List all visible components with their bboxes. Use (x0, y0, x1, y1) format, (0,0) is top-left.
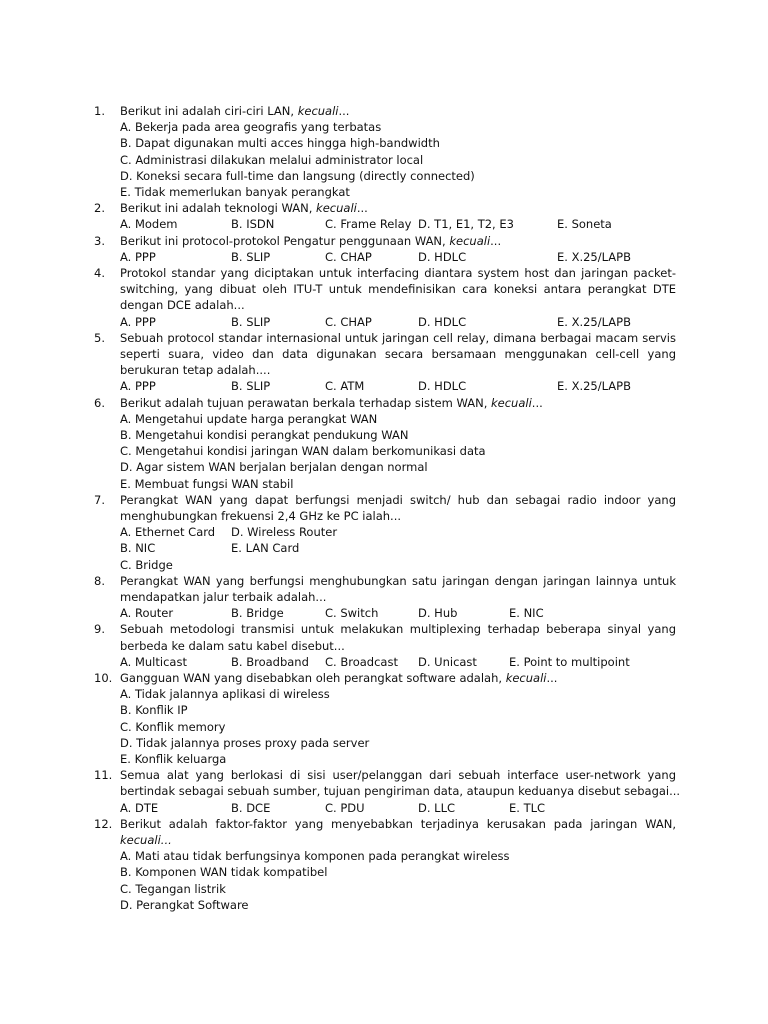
question-number: 4. (94, 266, 105, 280)
answer-option: B. ISDN (231, 217, 275, 232)
question-tail: ... (531, 395, 543, 410)
answer-option: A. Bekerja pada area geografis yang terbatas (120, 120, 382, 135)
question-number: 3. (94, 233, 105, 248)
question-number: 12. (94, 816, 113, 831)
answer-option: C. Frame Relay (325, 217, 412, 232)
question-emphasis: kecuali (449, 233, 491, 248)
question-text-segment: menghubungkan frekuensi 2,4 GHz ke PC ialah... (120, 508, 402, 523)
question-text-segment: Protokol standar yang diciptakan untuk interfacing diantara system host dan jaringan packet- (120, 266, 676, 280)
answer-option: B. Dapat digunakan multi acces hingga high-bandwidth (120, 136, 440, 151)
question-12 (94, 816, 676, 913)
answer-option: C. Bridge (120, 557, 173, 572)
answer-option: D. Wireless Router (231, 525, 338, 540)
question-6 (94, 395, 676, 492)
answer-option: D. HDLC (418, 249, 467, 264)
question-text-segment: switching, yang dibuat oleh ITU-T untuk mendefinisikan cara koneksi antara perangkat DTE (120, 282, 676, 297)
question-emphasis: kecuali (316, 201, 357, 216)
answer-option: A. DTE (120, 800, 159, 815)
answer-option: B. Komponen WAN tidak kompatibel (120, 865, 328, 880)
question-number: 9. (94, 622, 105, 637)
question-text (94, 233, 676, 249)
question-number: 8. (94, 573, 105, 588)
question-text-line (94, 297, 676, 313)
question-text-segment: Sebuah metodologi transmisi untuk melakukan multiplexing terhadap beberapa sinyal yang (120, 622, 676, 637)
question-stem: Berikut adalah tujuan perawatan berkala terhadap sistem WAN, (120, 395, 491, 410)
answer-option: C. CHAP (325, 249, 372, 264)
answer-option: B. Bridge (231, 606, 284, 621)
question-number: 5. (94, 330, 105, 345)
answer-option: A. PPP (120, 379, 156, 394)
answer-option: D. HDLC (418, 314, 467, 329)
question-text-line (94, 573, 676, 589)
answer-option: D. Koneksi secara full-time dan langsung (directly connected) (120, 168, 475, 183)
question-text-line (94, 508, 676, 524)
answer-option: D. Hub (418, 606, 458, 621)
answer-option: B. SLIP (231, 249, 271, 264)
question-text-line (94, 346, 676, 362)
answer-option: A. PPP (120, 314, 156, 329)
question-stem: Gangguan WAN yang disebabkan oleh perangkat software adalah, (120, 671, 506, 685)
question-number: 10. (94, 671, 113, 685)
answer-option: C. Broadcast (325, 654, 398, 669)
question-text-segment: berukuran tetap adalah.... (120, 363, 271, 378)
answer-option: C. PDU (325, 800, 365, 815)
question-tail: ... (356, 201, 368, 216)
question-3 (94, 233, 676, 265)
answer-option: E. Konflik keluarga (120, 751, 227, 766)
question-text-line (94, 281, 676, 297)
question-text-line (94, 767, 676, 783)
answer-options-row (94, 557, 676, 573)
answer-option: B. SLIP (231, 314, 271, 329)
question-text-line (94, 589, 676, 605)
answer-options-row (94, 249, 676, 265)
question-text-line (94, 492, 676, 508)
answer-option: A. Mati atau tidak berfungsinya komponen pada perangkat wireless (120, 849, 510, 864)
answer-options-row (94, 378, 676, 394)
answer-option: C. ATM (325, 379, 365, 394)
question-11 (94, 767, 681, 816)
question-number: 1. (94, 104, 105, 118)
question-text (94, 103, 676, 119)
question-text-line (94, 832, 676, 848)
answer-options-row (94, 800, 676, 816)
question-text (94, 200, 676, 216)
question-8 (94, 573, 676, 622)
answer-options-row (94, 314, 676, 330)
question-4 (94, 265, 676, 330)
answer-option: A. PPP (120, 249, 156, 264)
answer-option: D. Agar sistem WAN berjalan berjalan dengan normal (120, 460, 428, 475)
answer-option: C. Administrasi dilakukan melalui administrator local (120, 152, 424, 167)
question-text-line (94, 638, 676, 654)
answer-option: D. HDLC (418, 379, 467, 394)
question-text-line (94, 816, 676, 832)
question-text-segment: Berikut adalah faktor-faktor yang menyebabkan terjadinya kerusakan pada jaringan WAN, (120, 816, 676, 831)
question-text-line (94, 362, 676, 378)
answer-options-row (94, 540, 676, 556)
answer-option: C. Tegangan listrik (120, 881, 226, 896)
answer-option: A. Ethernet Card (120, 525, 216, 540)
question-7 (94, 492, 676, 573)
question-tail: ... (546, 671, 558, 685)
answer-option: B. Konflik IP (120, 703, 188, 718)
answer-option: E. Tidak memerlukan banyak perangkat (120, 184, 350, 199)
question-tail: ... (490, 233, 502, 248)
question-text (94, 670, 676, 686)
question-9 (94, 621, 676, 670)
answer-option: B. NIC (120, 541, 156, 556)
question-number: 6. (94, 395, 105, 410)
question-text-segment: Semua alat yang berlokasi di sisi user/pelanggan dari sebuah interface user-network yang (120, 768, 676, 783)
question-text (94, 395, 676, 411)
question-text-line (94, 330, 676, 346)
question-emphasis: kecuali... (120, 832, 172, 847)
question-emphasis: kecuali (297, 104, 339, 118)
answer-option: E. X.25/LAPB (557, 249, 631, 264)
answer-option: D. Tidak jalannya proses proxy pada server (120, 735, 370, 750)
answer-option: A. Modem (120, 217, 178, 232)
answer-option: A. Multicast (120, 654, 187, 669)
answer-options-row (94, 524, 676, 540)
answer-option: B. DCE (231, 800, 271, 815)
answer-option: E. Soneta (557, 217, 612, 232)
answer-options-row (94, 216, 676, 232)
question-emphasis: kecuali (505, 671, 547, 685)
question-2 (94, 200, 676, 232)
question-text-segment: dengan DCE adalah... (120, 298, 245, 313)
answer-option: C. CHAP (325, 314, 372, 329)
answer-option: C. Mengetahui kondisi jaringan WAN dalam berkomunikasi data (120, 444, 486, 459)
question-1 (94, 103, 676, 200)
answer-option: E. X.25/LAPB (557, 314, 631, 329)
answer-option: D. Perangkat Software (120, 897, 249, 912)
question-emphasis: kecuali (491, 395, 532, 410)
answer-option: E. NIC (509, 606, 544, 621)
answer-option: B. Broadband (231, 654, 309, 669)
question-text-line (94, 783, 681, 799)
question-text-line (94, 265, 676, 281)
answer-option: B. SLIP (231, 379, 271, 394)
answer-option: A. Router (120, 606, 174, 621)
answer-options-row (94, 654, 676, 670)
question-text-segment: bertindak sebagai sebuah sumber, tujuan pengiriman data, ataupun keduanya disebut sebagai... (120, 784, 681, 799)
question-text-segment: mendapatkan jalur terbaik adalah... (120, 589, 327, 604)
question-tail: ... (338, 104, 350, 118)
question-10 (94, 670, 676, 767)
answer-option: E. Point to multipoint (509, 654, 630, 669)
question-stem: Berikut ini protocol-protokol Pengatur penggunaan WAN, (120, 233, 450, 248)
question-text-segment: Perangkat WAN yang dapat berfungsi menjadi switch/ hub dan sebagai radio indoor yang (120, 492, 676, 507)
question-number: 7. (94, 492, 105, 507)
answer-option: E. Membuat fungsi WAN stabil (120, 476, 294, 491)
question-text-segment: berbeda ke dalam satu kabel disebut... (120, 638, 345, 653)
answer-option: E. X.25/LAPB (557, 379, 631, 394)
answer-option: D. Unicast (418, 654, 477, 669)
question-number: 11. (94, 768, 113, 783)
question-5 (94, 330, 676, 395)
answer-option: E. TLC (509, 800, 546, 815)
answer-option: C. Konflik memory (120, 719, 226, 734)
answer-option: D. T1, E1, T2, E3 (418, 217, 514, 232)
question-stem: Berikut ini adalah teknologi WAN, (120, 201, 317, 216)
question-text-segment: seperti suara, video dan data digunakan secara bersamaan menggunakan cell-cell yang (120, 346, 676, 361)
answer-option: A. Mengetahui update harga perangkat WAN (120, 411, 378, 426)
question-number: 2. (94, 201, 105, 216)
question-text-segment: Perangkat WAN yang berfungsi menghubungkan satu jaringan dengan jaringan lainnya untuk (120, 573, 676, 588)
question-stem: Berikut ini adalah ciri-ciri LAN, (120, 104, 298, 118)
answer-option: D. LLC (418, 800, 456, 815)
answer-option: E. LAN Card (231, 541, 300, 556)
answer-options-row (94, 605, 676, 621)
answer-option: B. Mengetahui kondisi perangkat pendukung WAN (120, 427, 409, 442)
question-text-line (94, 621, 676, 637)
question-text-segment: Sebuah protocol standar internasional untuk jaringan cell relay, dimana berbagai macam servis (120, 330, 676, 345)
answer-option: A. Tidak jalannya aplikasi di wireless (120, 687, 330, 702)
answer-option: C. Switch (325, 606, 379, 621)
